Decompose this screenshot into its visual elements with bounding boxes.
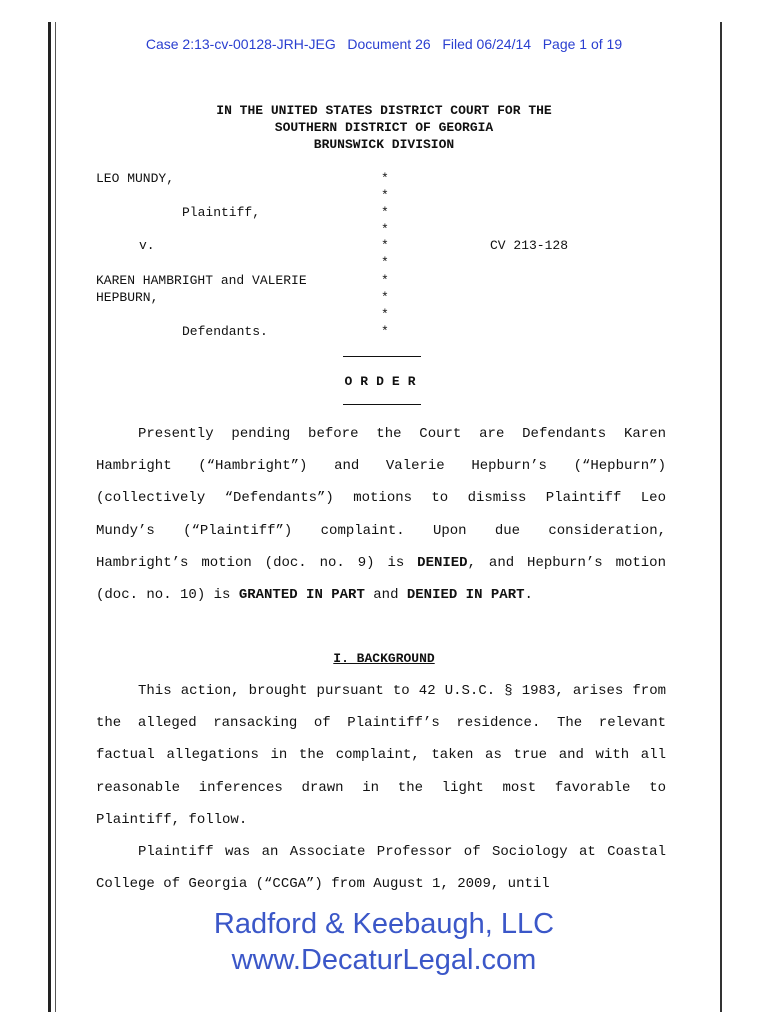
left-margin-rule <box>48 22 51 1012</box>
order-title: ORDER <box>344 374 424 389</box>
filing-stamp: Case 2:13-cv-00128-JRH-JEG Document 26 Filed 06/24/14 Page 1 of 19 <box>145 36 623 52</box>
footer-firm-name: Radford & Keebaugh, LLC <box>213 908 555 940</box>
intro-text: , and Hepburn’s motion (doc. no. 10) is <box>96 554 666 604</box>
defendants-names-line-1: KAREN HAMBRIGHT and VALERIE <box>96 273 307 288</box>
intro-text: . <box>524 587 533 604</box>
caption-star: * <box>381 171 389 186</box>
caption-star: * <box>381 290 389 305</box>
right-margin-rule <box>720 22 722 1012</box>
defendants-names-line-2: HEPBURN, <box>96 290 159 305</box>
left-margin-rule-inner <box>55 22 56 1012</box>
ruling-denied: DENIED <box>417 554 468 571</box>
versus: v. <box>139 238 155 253</box>
caption-star: * <box>381 205 389 220</box>
plaintiff-name: LEO MUNDY, <box>96 171 175 186</box>
section-heading-background: I. BACKGROUND <box>333 651 435 666</box>
background-paragraph-2: Plaintiff was an Associate Professor of Sociology at Coastal College of Georgia (“CCGA”) from August 1, 2009, until <box>96 844 666 893</box>
court-division: BRUNSWICK DIVISION <box>313 137 455 152</box>
order-rule-top <box>343 356 421 357</box>
court-name-line-2: SOUTHERN DISTRICT OF GEORGIA <box>274 120 494 135</box>
caption-star: * <box>381 222 389 237</box>
intro-text: and <box>364 587 407 604</box>
ruling-granted-in-part: GRANTED IN PART <box>238 587 365 604</box>
caption-star: * <box>381 324 389 339</box>
caption-star: * <box>381 238 389 253</box>
case-number: CV 213-128 <box>490 238 569 253</box>
background-paragraph-1: This action, brought pursuant to 42 U.S.C. § 1983, arises from the alleged ransacking of Plaintiff’s residence. The relevant factual allegations in the complaint, taken as true and with all reasonable inferences drawn in the light most favorable to Plaintiff, follow. <box>96 683 666 828</box>
footer-website[interactable]: www.DecaturLegal.com <box>231 944 537 976</box>
defendants-role: Defendants. <box>182 324 268 339</box>
caption-star: * <box>381 188 389 203</box>
order-rule-bottom <box>343 404 421 405</box>
court-name-line-1: IN THE UNITED STATES DISTRICT COURT FOR THE <box>216 103 552 118</box>
ruling-denied-in-part: DENIED IN PART <box>406 587 525 604</box>
intro-paragraph <box>96 418 666 611</box>
caption-star: * <box>381 273 389 288</box>
plaintiff-role: Plaintiff, <box>182 205 261 220</box>
caption-star: * <box>381 255 389 270</box>
intro-text: Presently pending before the Court are Defendants Karen Hambright (“Hambright”) and Valerie Hepburn’s (“Hepburn”) (collectively “Defendants”) motions to dismiss Plaintiff Leo Mundy’s (“Plaintiff”) complaint. Upon due consideration, Hambright’s motion (doc. no. 9) is <box>96 426 666 571</box>
caption-star: * <box>381 307 389 322</box>
